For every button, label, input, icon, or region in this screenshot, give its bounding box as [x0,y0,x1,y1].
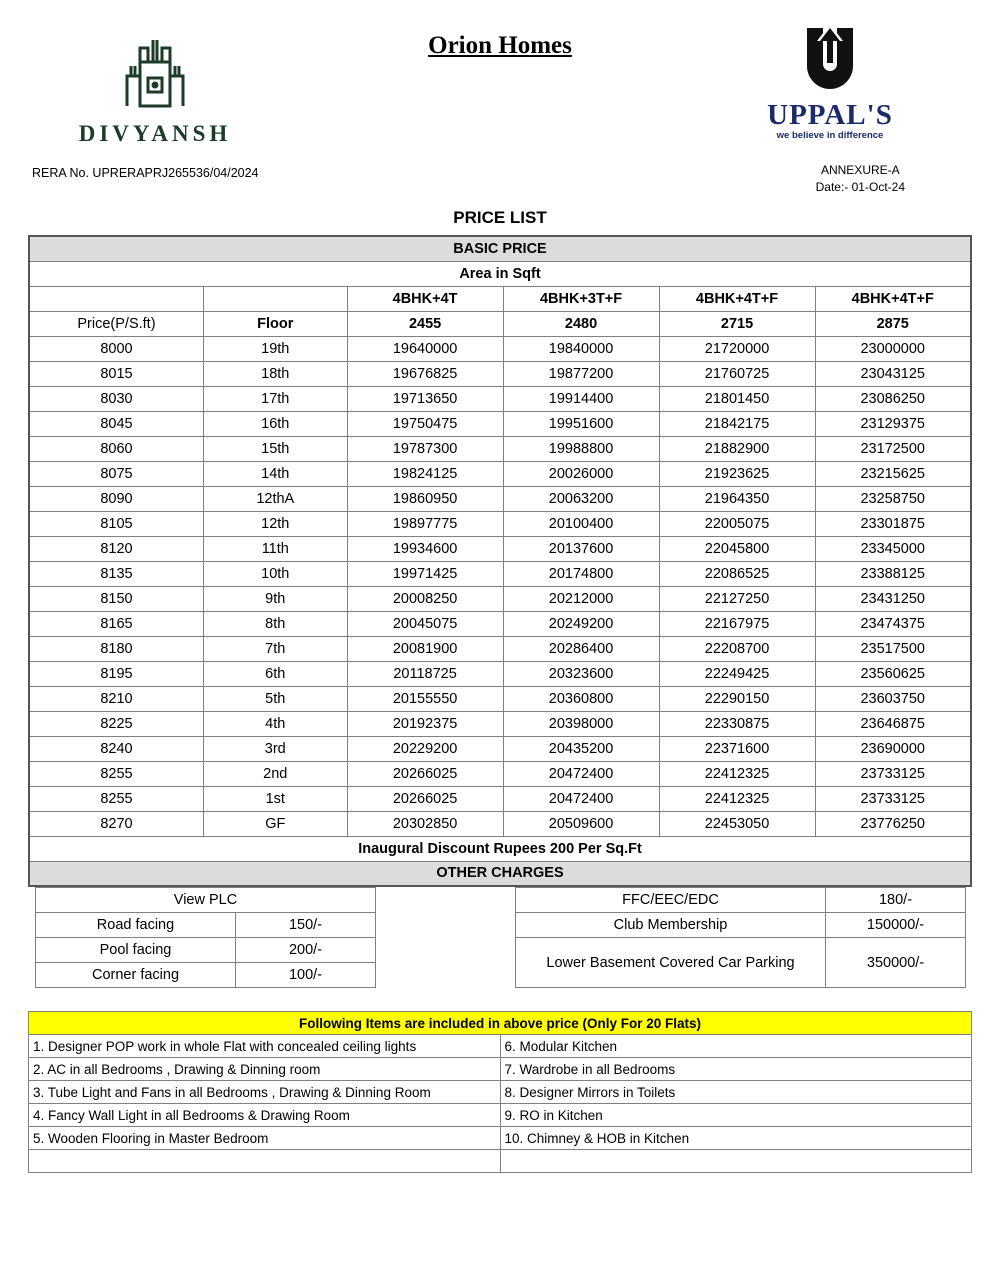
price-cell: 23301875 [815,511,971,536]
charge-value: 150000/- [826,913,966,938]
price-cell: 20398000 [503,711,659,736]
table-row [29,711,971,736]
floor-cell: 3rd [203,736,347,761]
included-item: 8. Designer Mirrors in Toilets [500,1081,972,1104]
empty-cell [29,1150,501,1173]
floor-cell: 11th [203,536,347,561]
floor-cell: 18th [203,361,347,386]
price-cell: 22453050 [659,811,815,836]
price-cell: 22412325 [659,761,815,786]
price-cell: 23646875 [815,711,971,736]
floor-cell: 1st [203,786,347,811]
floor-cell: 7th [203,636,347,661]
table-row [29,536,971,561]
floor-cell: 5th [203,686,347,711]
unit-type-2: 4BHK+3T+F [503,286,659,311]
price-cell: 22330875 [659,711,815,736]
price-cell: 19860950 [347,486,503,511]
price-cell: 20266025 [347,786,503,811]
table-row-area-band [29,261,971,286]
price-cell: 21923625 [659,461,815,486]
uppals-tagline: we believe in difference [776,130,884,141]
table-row [29,761,971,786]
floor-cell: 9th [203,586,347,611]
rate-cell: 8210 [29,686,203,711]
table-row [29,461,971,486]
floor-cell: 14th [203,461,347,486]
price-cell: 21882900 [659,436,815,461]
table-row [36,963,376,988]
unit-type-1: 4BHK+4T [347,286,503,311]
price-cell: 20026000 [503,461,659,486]
price-cell: 20266025 [347,761,503,786]
price-cell: 20360800 [503,686,659,711]
rate-cell: 8015 [29,361,203,386]
price-cell: 19713650 [347,386,503,411]
included-item: 4. Fancy Wall Light in all Bedrooms & Drawing Room [29,1104,501,1127]
table-row [29,1035,972,1058]
included-items-heading: Following Items are included in above price (Only For 20 Flats) [29,1012,972,1035]
price-cell: 20212000 [503,586,659,611]
table-row-other-charges [29,861,971,886]
rate-cell: 8090 [29,486,203,511]
table-row [29,586,971,611]
area-band: Area in Sqft [29,261,971,286]
included-item: 5. Wooden Flooring in Master Bedroom [29,1127,501,1150]
price-cell: 22371600 [659,736,815,761]
table-row [29,511,971,536]
price-cell: 19640000 [347,336,503,361]
price-cell: 20323600 [503,661,659,686]
rate-cell: 8165 [29,611,203,636]
price-table [28,235,972,887]
rate-cell: 8105 [29,511,203,536]
floor-cell: 16th [203,411,347,436]
price-cell: 20472400 [503,761,659,786]
price-cell: 20302850 [347,811,503,836]
rate-cell: 8045 [29,411,203,436]
table-row [516,938,966,988]
unit-type-4: 4BHK+4T+F [815,286,971,311]
price-cell: 22167975 [659,611,815,636]
price-cell: 20249200 [503,611,659,636]
empty-cell [500,1150,972,1173]
table-row [29,1127,972,1150]
table-row [516,888,966,913]
charge-value: 350000/- [826,938,966,988]
rate-cell: 8180 [29,636,203,661]
floor-cell: 8th [203,611,347,636]
price-cell: 19840000 [503,336,659,361]
document-date: Date:- 01-Oct-24 [815,180,905,194]
included-item: 6. Modular Kitchen [500,1035,972,1058]
floor-cell: 15th [203,436,347,461]
empty-cell [29,286,203,311]
price-cell: 20155550 [347,686,503,711]
table-row [29,661,971,686]
charge-value: 180/- [826,888,966,913]
plc-label: Pool facing [36,938,236,963]
charge-label: Lower Basement Covered Car Parking [516,938,826,988]
table-row [29,1058,972,1081]
price-cell: 22127250 [659,586,815,611]
page-title: Orion Homes [428,32,572,59]
price-cell: 23086250 [815,386,971,411]
included-items-section [28,1011,972,1173]
price-cell: 19750475 [347,411,503,436]
price-cell: 23733125 [815,786,971,811]
charges-table [515,887,966,988]
price-cell: 19934600 [347,536,503,561]
price-cell: 23431250 [815,586,971,611]
price-cell: 20192375 [347,711,503,736]
table-row [29,1150,972,1173]
table-row [36,913,376,938]
price-cell: 20100400 [503,511,659,536]
floor-cell: 10th [203,561,347,586]
plc-value: 200/- [236,938,376,963]
rate-cell: 8255 [29,761,203,786]
rate-cell: 8240 [29,736,203,761]
included-item: 2. AC in all Bedrooms , Drawing & Dinning room [29,1058,501,1081]
charge-label: Club Membership [516,913,826,938]
price-cell: 22412325 [659,786,815,811]
u-arrow-logo-icon [793,81,867,98]
other-charges-section [28,887,972,991]
price-cell: 20472400 [503,786,659,811]
included-items-table [28,1011,972,1173]
document-header [0,0,1000,200]
table-row [29,786,971,811]
unit-type-3: 4BHK+4T+F [659,286,815,311]
included-item: 7. Wardrobe in all Bedrooms [500,1058,972,1081]
price-cell: 23129375 [815,411,971,436]
table-row [29,636,971,661]
price-cell: 21720000 [659,336,815,361]
table-row-discount [29,836,971,861]
divyansh-brand-name: DIVYANSH [78,121,232,146]
floor-cell: 12th [203,511,347,536]
price-cell: 22208700 [659,636,815,661]
price-cell: 21842175 [659,411,815,436]
price-cell: 19787300 [347,436,503,461]
table-row [29,1012,972,1035]
price-cell: 23345000 [815,536,971,561]
price-cell: 22290150 [659,686,815,711]
price-cell: 20118725 [347,661,503,686]
table-row [29,361,971,386]
col-header-floor: Floor [203,311,347,336]
charge-label: FFC/EEC/EDC [516,888,826,913]
price-cell: 23776250 [815,811,971,836]
price-cell: 19988800 [503,436,659,461]
floor-cell: 12thA [203,486,347,511]
price-cell: 21801450 [659,386,815,411]
price-cell: 23603750 [815,686,971,711]
table-row-areas [29,311,971,336]
rate-cell: 8150 [29,586,203,611]
plc-label: Corner facing [36,963,236,988]
price-cell: 20081900 [347,636,503,661]
included-item: 3. Tube Light and Fans in all Bedrooms , Drawing & Dinning Room [29,1081,501,1104]
price-cell: 19914400 [503,386,659,411]
price-cell: 23733125 [815,761,971,786]
price-cell: 23258750 [815,486,971,511]
rate-cell: 8255 [29,786,203,811]
price-cell: 23690000 [815,736,971,761]
table-row [29,611,971,636]
price-cell: 20008250 [347,586,503,611]
price-cell: 22249425 [659,661,815,686]
table-row [36,888,376,913]
discount-banner: Inaugural Discount Rupees 200 Per Sq.Ft [29,836,971,861]
uppals-brand-name: UPPAL'S [767,99,893,131]
price-cell: 22005075 [659,511,815,536]
table-row [29,1104,972,1127]
price-cell: 20509600 [503,811,659,836]
rate-cell: 8030 [29,386,203,411]
table-row [29,436,971,461]
table-row [29,1081,972,1104]
floor-cell: 2nd [203,761,347,786]
price-cell: 19951600 [503,411,659,436]
price-cell: 20229200 [347,736,503,761]
basic-price-band: BASIC PRICE [29,236,971,261]
area-3: 2715 [659,311,815,336]
price-cell: 20286400 [503,636,659,661]
price-cell: 19676825 [347,361,503,386]
rate-cell: 8000 [29,336,203,361]
floor-cell: 19th [203,336,347,361]
rate-cell: 8225 [29,711,203,736]
price-cell: 23215625 [815,461,971,486]
price-cell: 22045800 [659,536,815,561]
price-cell: 23388125 [815,561,971,586]
price-cell: 20174800 [503,561,659,586]
annexure-label: ANNEXURE-A [820,163,900,177]
price-cell: 23000000 [815,336,971,361]
rate-cell: 8075 [29,461,203,486]
price-cell: 20063200 [503,486,659,511]
plc-label: Road facing [36,913,236,938]
plc-value: 100/- [236,963,376,988]
area-4: 2875 [815,311,971,336]
rate-cell: 8270 [29,811,203,836]
rate-cell: 8060 [29,436,203,461]
annexure-block [816,162,905,196]
rate-cell: 8195 [29,661,203,686]
rate-cell: 8135 [29,561,203,586]
table-row-basic-price [29,236,971,261]
area-1: 2455 [347,311,503,336]
price-cell: 19971425 [347,561,503,586]
price-cell: 21760725 [659,361,815,386]
included-item: 10. Chimney & HOB in Kitchen [500,1127,972,1150]
table-row [29,686,971,711]
table-row [516,913,966,938]
empty-cell [203,286,347,311]
price-cell: 22086525 [659,561,815,586]
table-row [29,811,971,836]
table-row [29,561,971,586]
price-cell: 23474375 [815,611,971,636]
price-cell: 23172500 [815,436,971,461]
price-cell: 19877200 [503,361,659,386]
view-plc-table [35,887,376,988]
price-cell: 23517500 [815,636,971,661]
price-list-heading: PRICE LIST [453,208,547,227]
table-row [29,486,971,511]
table-row [36,938,376,963]
floor-cell: 4th [203,711,347,736]
price-cell: 23043125 [815,361,971,386]
table-row-unit-types [29,286,971,311]
uppals-brand [715,22,945,141]
price-cell: 20137600 [503,536,659,561]
included-item: 1. Designer POP work in whole Flat with concealed ceiling lights [29,1035,501,1058]
view-plc-title: View PLC [36,888,376,913]
table-row [29,336,971,361]
rera-number: RERA No. UPRERAPRJ265536/04/2024 [32,166,259,180]
price-cell: 23560625 [815,661,971,686]
table-row [29,386,971,411]
price-cell: 21964350 [659,486,815,511]
table-row [29,736,971,761]
col-header-price: Price(P/S.ft) [29,311,203,336]
floor-cell: 6th [203,661,347,686]
price-cell: 20435200 [503,736,659,761]
floor-cell: GF [203,811,347,836]
price-cell: 19824125 [347,461,503,486]
included-item: 9. RO in Kitchen [500,1104,972,1127]
area-2: 2480 [503,311,659,336]
rate-cell: 8120 [29,536,203,561]
price-cell: 19897775 [347,511,503,536]
plc-value: 150/- [236,913,376,938]
table-row [29,411,971,436]
floor-cell: 17th [203,386,347,411]
price-cell: 20045075 [347,611,503,636]
other-charges-band: OTHER CHARGES [29,861,971,886]
